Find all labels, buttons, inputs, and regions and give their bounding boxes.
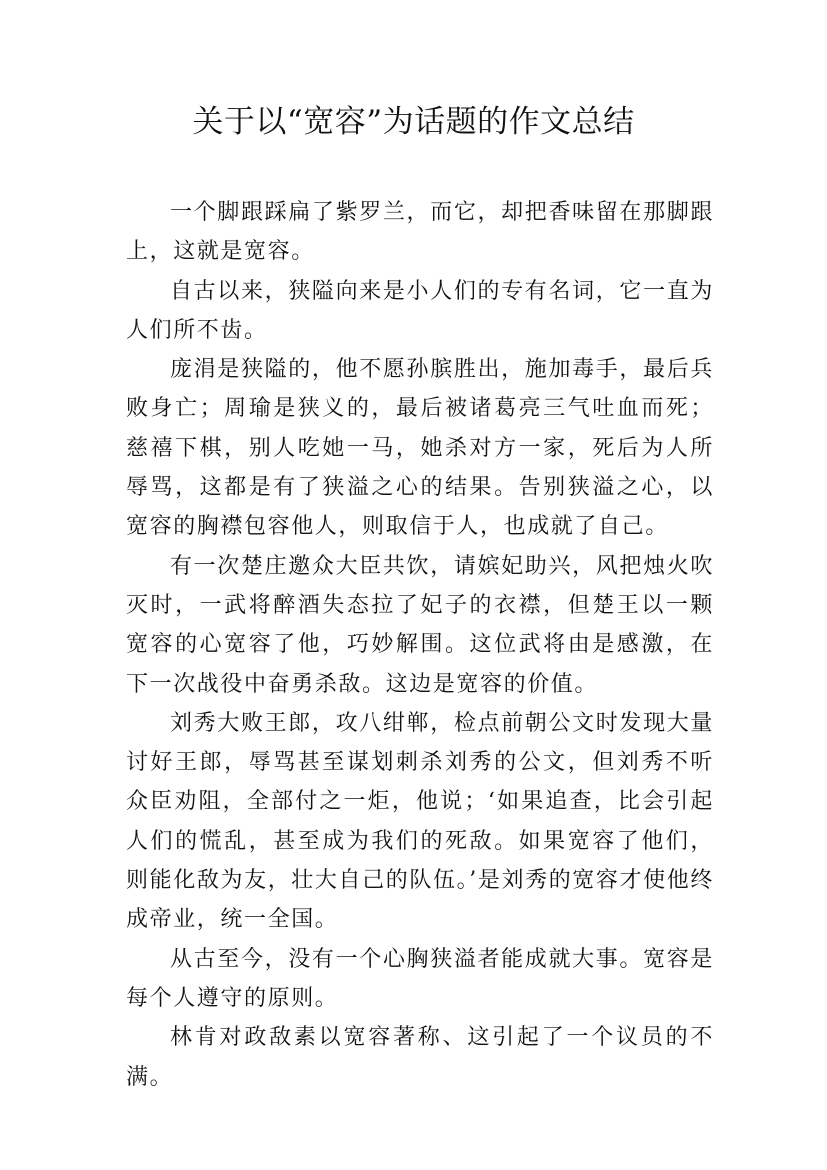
paragraph-4: 有一次楚庄邀众大臣共饮，请嫔妃助兴，风把烛火吹灭时，一武将醉酒失态拉了妃子的衣襟，但楚王以一颗宽容的心宽容了他，巧妙解围。这位武将由是感激，在下一次战役中奋勇杀敌。这边是宽容的价值。 — [126, 553, 714, 697]
document-title: 关于以“宽容”为话题的作文总结 — [192, 104, 635, 140]
paragraph-6: 从古至今，没有一个心胸狭溢者能成就大事。宽容是每个人遵守的原则。 — [126, 946, 714, 1011]
paragraph-2: 自古以来，狭隘向来是小人们的专有名词，它一直为人们所不齿。 — [126, 278, 714, 343]
paragraph-1: 一个脚跟踩扁了紫罗兰，而它，却把香味留在那脚跟上，这就是宽容。 — [126, 200, 714, 265]
document-body — [126, 193, 714, 1097]
paragraph-5: 刘秀大败王郎，攻八绀郸，检点前朝公文时发现大量讨好王郎，辱骂甚至谋划刺杀刘秀的公文，但刘秀不听众臣劝阻，全部付之一炬，他说；‘如果追查，比会引起人们的慌乱，甚至成为我们的死敌。如果宽容了他们，则能化敌为友，壮大自己的队伍。’是刘秀的宽容才使他终成帝业，统一全国。 — [126, 710, 714, 933]
paragraph-7: 林肯对政敌素以宽容著称、这引起了一个议员的不满。 — [126, 1025, 714, 1090]
paragraph-3: 庞涓是狭隘的，他不愿孙膑胜出，施加毒手，最后兵败身亡；周瑜是狭义的，最后被诸葛亮三气吐血而死；慈禧下棋，别人吃她一马，她杀对方一家，死后为人所辱骂，这都是有了狭溢之心的结果。告别狭溢之心，以宽容的胸襟包容他人，则取信于人，也成就了自己。 — [126, 357, 714, 540]
